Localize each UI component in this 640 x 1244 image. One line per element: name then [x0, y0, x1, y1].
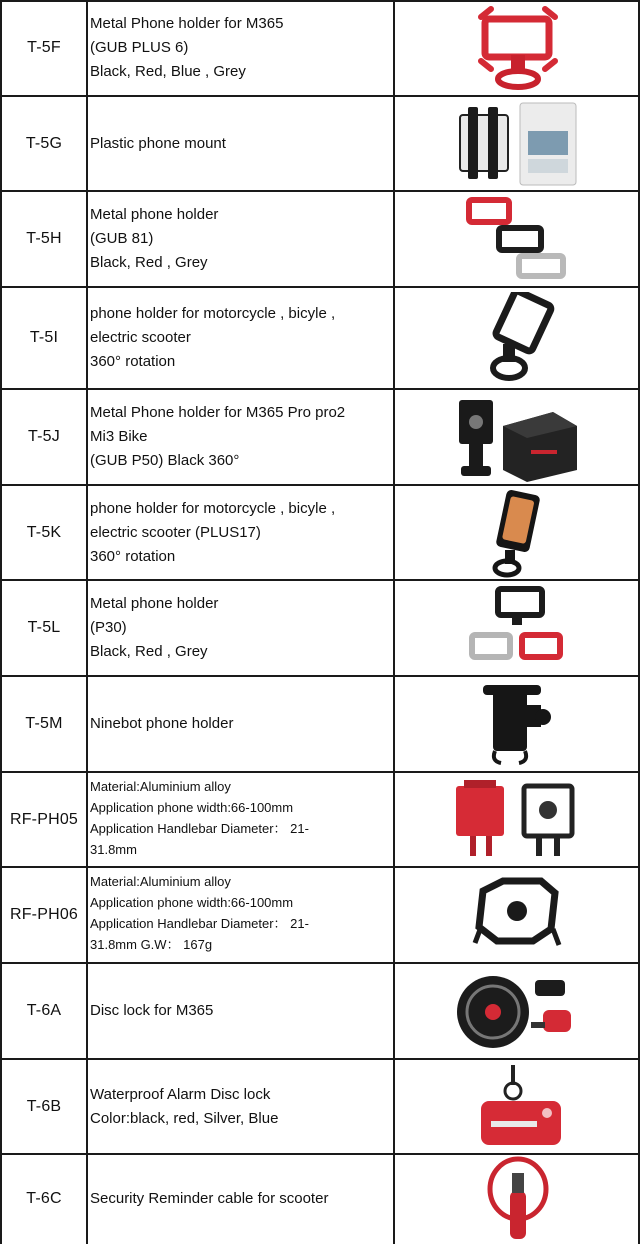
black-rotating-phone-holder-icon — [396, 287, 640, 389]
product-code: T-5F — [27, 39, 61, 56]
red-and-black-aluminium-holders-icon — [396, 772, 640, 867]
table-row-divider — [0, 388, 640, 390]
product-code: RF-PH06 — [9, 906, 79, 923]
product-description — [90, 96, 390, 191]
product-description — [90, 0, 390, 96]
table-row — [0, 772, 640, 867]
table-row-divider — [0, 866, 640, 868]
description-line: Application phone width:66-100mm — [90, 800, 294, 815]
description-line: Metal Phone holder for M365 — [90, 15, 284, 32]
product-code: T-6B — [26, 1097, 62, 1115]
description-line: phone holder for motorcycle , bicyle , — [90, 499, 336, 517]
product-description — [90, 389, 390, 485]
product-description — [90, 1154, 390, 1244]
table-row — [0, 580, 640, 676]
description-line: electric scooter (PLUS17) — [90, 523, 261, 541]
table-row-divider — [0, 962, 640, 964]
description-line: Application Handlebar Diameter： 21- — [90, 916, 309, 931]
table-row — [0, 0, 640, 96]
product-description — [90, 191, 390, 287]
p30-phone-holders-icon — [396, 580, 640, 676]
product-code: RF-PH05 — [9, 810, 79, 828]
product-code: T-5K — [26, 523, 62, 541]
table-row — [0, 96, 640, 191]
description-line: Mi3 Bike — [90, 428, 148, 445]
product-description — [90, 676, 390, 772]
alarm-disc-lock-icon — [396, 1059, 640, 1154]
description-line: 31.8mm — [90, 842, 137, 857]
table-row — [0, 963, 640, 1059]
phone-holder-with-box-icon — [396, 389, 640, 485]
description-line: (P30) — [90, 619, 127, 636]
description-line: Black, Red , Grey — [90, 254, 208, 271]
product-description — [90, 485, 390, 580]
table-row-divider — [0, 771, 640, 773]
product-description — [90, 1059, 390, 1154]
product-code: T-6A — [26, 1002, 62, 1019]
description-line: Black, Red , Grey — [90, 643, 208, 660]
description-line: 360° rotation — [90, 353, 176, 370]
description-line: 360° rotation — [90, 547, 176, 565]
table-row-divider — [0, 1153, 640, 1155]
description-line: Disc lock for M365 — [90, 1002, 214, 1019]
description-line: Ninebot phone holder — [90, 715, 234, 732]
product-code: T-6C — [26, 1190, 62, 1207]
product-description — [90, 580, 390, 676]
description-line: phone holder for motorcycle , bicyle , — [90, 305, 336, 322]
product-description — [90, 867, 390, 963]
table-row-divider — [0, 484, 640, 486]
description-line: (GUB PLUS 6) — [90, 39, 189, 56]
description-line: Plastic phone mount — [90, 134, 226, 152]
table-row — [0, 191, 640, 287]
table-row-divider — [0, 286, 640, 288]
product-code: T-5J — [28, 428, 60, 445]
description-line: Security Reminder cable for scooter — [90, 1190, 329, 1207]
three-color-phone-holders-icon — [396, 191, 640, 287]
description-line: (GUB 81) — [90, 230, 154, 247]
product-code: T-5I — [29, 329, 59, 346]
table-row-divider — [0, 579, 640, 581]
black-claw-phone-holder-icon — [396, 867, 640, 963]
table-row — [0, 485, 640, 580]
table-row-divider — [0, 190, 640, 192]
product-description — [90, 287, 390, 389]
description-line: Waterproof Alarm Disc lock — [90, 1085, 271, 1103]
product-code: T-5H — [26, 230, 62, 247]
plastic-phone-mount-icon — [396, 96, 640, 191]
table-row — [0, 1059, 640, 1154]
description-line: (GUB P50) Black 360° — [90, 452, 240, 469]
description-line: Material:Aluminium alloy — [90, 874, 231, 889]
description-line: Application Handlebar Diameter： 21- — [90, 821, 309, 836]
description-line: Metal phone holder — [90, 595, 219, 612]
table-row — [0, 287, 640, 389]
description-line: electric scooter — [90, 329, 191, 346]
description-line: Metal Phone holder for M365 Pro pro2 — [90, 404, 346, 421]
product-description — [90, 963, 390, 1059]
waterproof-phone-case-icon — [396, 485, 640, 580]
table-row-divider — [0, 675, 640, 677]
product-code: T-5L — [27, 619, 61, 636]
red-metal-phone-holder-icon — [396, 0, 640, 96]
description-line: 31.8mm G.W： 167g — [90, 937, 213, 952]
reminder-cable-icon — [396, 1154, 640, 1244]
table-row-divider — [0, 95, 640, 97]
table-row — [0, 867, 640, 963]
description-line: Color:black, red, Silver, Blue — [90, 1109, 279, 1127]
description-line: Metal phone holder — [90, 206, 219, 223]
table-row — [0, 389, 640, 485]
description-line: Black, Red, Blue , Grey — [90, 63, 246, 80]
table-row-divider — [0, 0, 640, 2]
product-description — [90, 772, 390, 867]
description-line: Material:Aluminium alloy — [90, 779, 231, 794]
ninebot-phone-holder-icon — [396, 676, 640, 772]
product-code: T-5M — [25, 715, 63, 732]
table-row — [0, 1154, 640, 1244]
table-row-divider — [0, 1058, 640, 1060]
disc-lock-icon — [396, 963, 640, 1059]
product-code: T-5G — [25, 134, 63, 152]
description-line: Application phone width:66-100mm — [90, 895, 294, 910]
table-row — [0, 676, 640, 772]
